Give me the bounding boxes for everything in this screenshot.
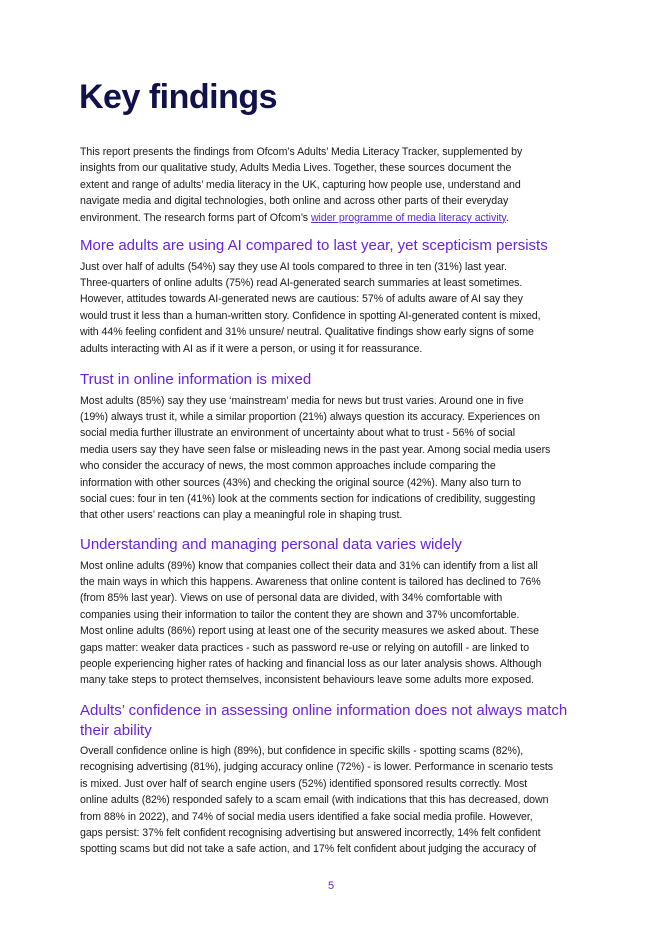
text-line: social cues: four in ten (41%) look at the comments section for indications of credibility, suggesting xyxy=(80,492,536,505)
section-heading xyxy=(80,535,600,555)
text-line: online adults (82%) responded safely to a scam email (with indications that this has decreased, down xyxy=(80,794,549,807)
media-literacy-programme-link[interactable]: wider programme of media literacy activity xyxy=(310,211,506,224)
text-line: adults interacting with AI as if it were a person, or using it for reassurance. xyxy=(80,342,423,355)
text-line: Three-quarters of online adults (75%) read AI-generated search summaries at least sometimes. xyxy=(80,276,523,289)
intro-paragraph xyxy=(80,144,600,226)
text-line: recognising advertising (81%), judging accuracy online (72%) - is lower. Performance in scenario tests xyxy=(80,761,554,774)
text-line: companies using their information to tailor the content they are shown and 37% uncomfortable. xyxy=(80,608,520,621)
heading-line: Understanding and managing personal data varies widely xyxy=(80,536,462,553)
text-line: This report presents the findings from Ofcom’s Adults’ Media Literacy Tracker, supplemented by xyxy=(80,146,523,158)
text-segment: environment. The research forms part of Ofcom’s xyxy=(80,211,311,224)
section-personal-data xyxy=(80,535,600,689)
text-line: that other users’ reactions can play a meaningful role in shaping trust. xyxy=(80,509,403,522)
page-number: 5 xyxy=(327,880,335,892)
section-ai xyxy=(80,236,600,357)
text-line: the main ways in which this happens. Awareness that online content is tailored has declined to 76% xyxy=(80,575,541,588)
text-line: spotting scams but did not take a safe action, and 17% felt confident about judging the accuracy of xyxy=(80,843,537,856)
text-line: Most adults (85%) say they use ‘mainstream’ media for news but trust varies. Around one in five xyxy=(80,394,524,407)
heading-line: Adults’ confidence in assessing online information does not always match xyxy=(80,702,568,719)
text-line: Overall confidence online is high (89%), but confidence in specific skills - spotting scams (82%), xyxy=(80,745,524,757)
section-paragraph xyxy=(80,259,600,357)
text-line: extent and range of adults’ media literacy in the UK, capturing how people use, understand and xyxy=(80,178,521,191)
heading-line: their ability xyxy=(80,721,152,739)
text-line: people experiencing higher rates of hacking and financial loss as our later analysis shows. Although xyxy=(80,657,542,670)
text-line: navigate media and digital technologies, both online and across other parts of their everyday xyxy=(80,195,509,208)
text-line: gaps matter: weaker data practices - such as password re-use or relying on autofill - are linked to xyxy=(80,641,530,654)
heading-line: More adults are using AI compared to last year, yet scepticism persists xyxy=(80,237,548,254)
text-line: gaps persist: 37% felt confident recognising advertising but answered incorrectly, 14% felt confident xyxy=(80,827,541,840)
section-paragraph xyxy=(80,393,600,524)
text-line: Most online adults (89%) know that companies collect their data and 31% can identify from a list all xyxy=(80,559,538,572)
text-line: media users say they have seen false or misleading news in the past year. Among social media users xyxy=(80,443,551,456)
text-line: is mixed. Just over half of search engine users (52%) identified sponsored results correctly. Most xyxy=(80,777,528,790)
section-trust xyxy=(80,370,600,524)
section-confidence xyxy=(80,701,600,858)
text-line: information with other sources (43%) and checking the original source (42%). Many also turn to xyxy=(80,476,522,489)
section-heading xyxy=(80,701,600,740)
section-heading xyxy=(80,236,600,256)
text-line: (from 85% last year). Views on use of personal data are divided, with 34% comfortable with xyxy=(80,592,503,605)
text-segment: . xyxy=(505,211,509,224)
text-line: Most online adults (86%) report using at least one of the security measures we asked about. These xyxy=(80,625,539,638)
text-line: social media further illustrate an environment of uncertainty about what to trust - 56% of social xyxy=(80,427,516,440)
text-line xyxy=(80,210,600,226)
text-line: would trust it less than a human-written story. Confidence in spotting AI-generated content is mixed, xyxy=(80,309,541,322)
text-line: (19%) always trust it, while a similar proportion (21%) always question its accuracy. Experiences on xyxy=(80,410,540,423)
text-line: from 88% in 2022), and 74% of social media users identified a fake social media profile. However, xyxy=(80,810,533,823)
text-line: However, attitudes towards AI-generated news are cautious: 57% of adults aware of AI say they xyxy=(80,293,523,306)
section-paragraph xyxy=(80,743,600,858)
section-heading xyxy=(80,370,600,390)
text-line: with 44% feeling confident and 31% unsure/ neutral. Qualitative findings show early signs of some xyxy=(80,326,534,339)
text-line: many take steps to protect themselves, inconsistent behaviours leave some adults more exposed. xyxy=(80,674,535,687)
text-line: insights from our qualitative study, Adults Media Lives. Together, these sources document the xyxy=(80,162,512,175)
text-line: who consider the accuracy of news, the most common approaches include comparing the xyxy=(80,460,496,473)
text-line: Just over half of adults (54%) say they use AI tools compared to three in ten (31%) last year. xyxy=(80,260,507,273)
section-paragraph xyxy=(80,558,600,689)
heading-line: Trust in online information is mixed xyxy=(80,371,312,388)
page-title: Key findings xyxy=(79,78,278,116)
